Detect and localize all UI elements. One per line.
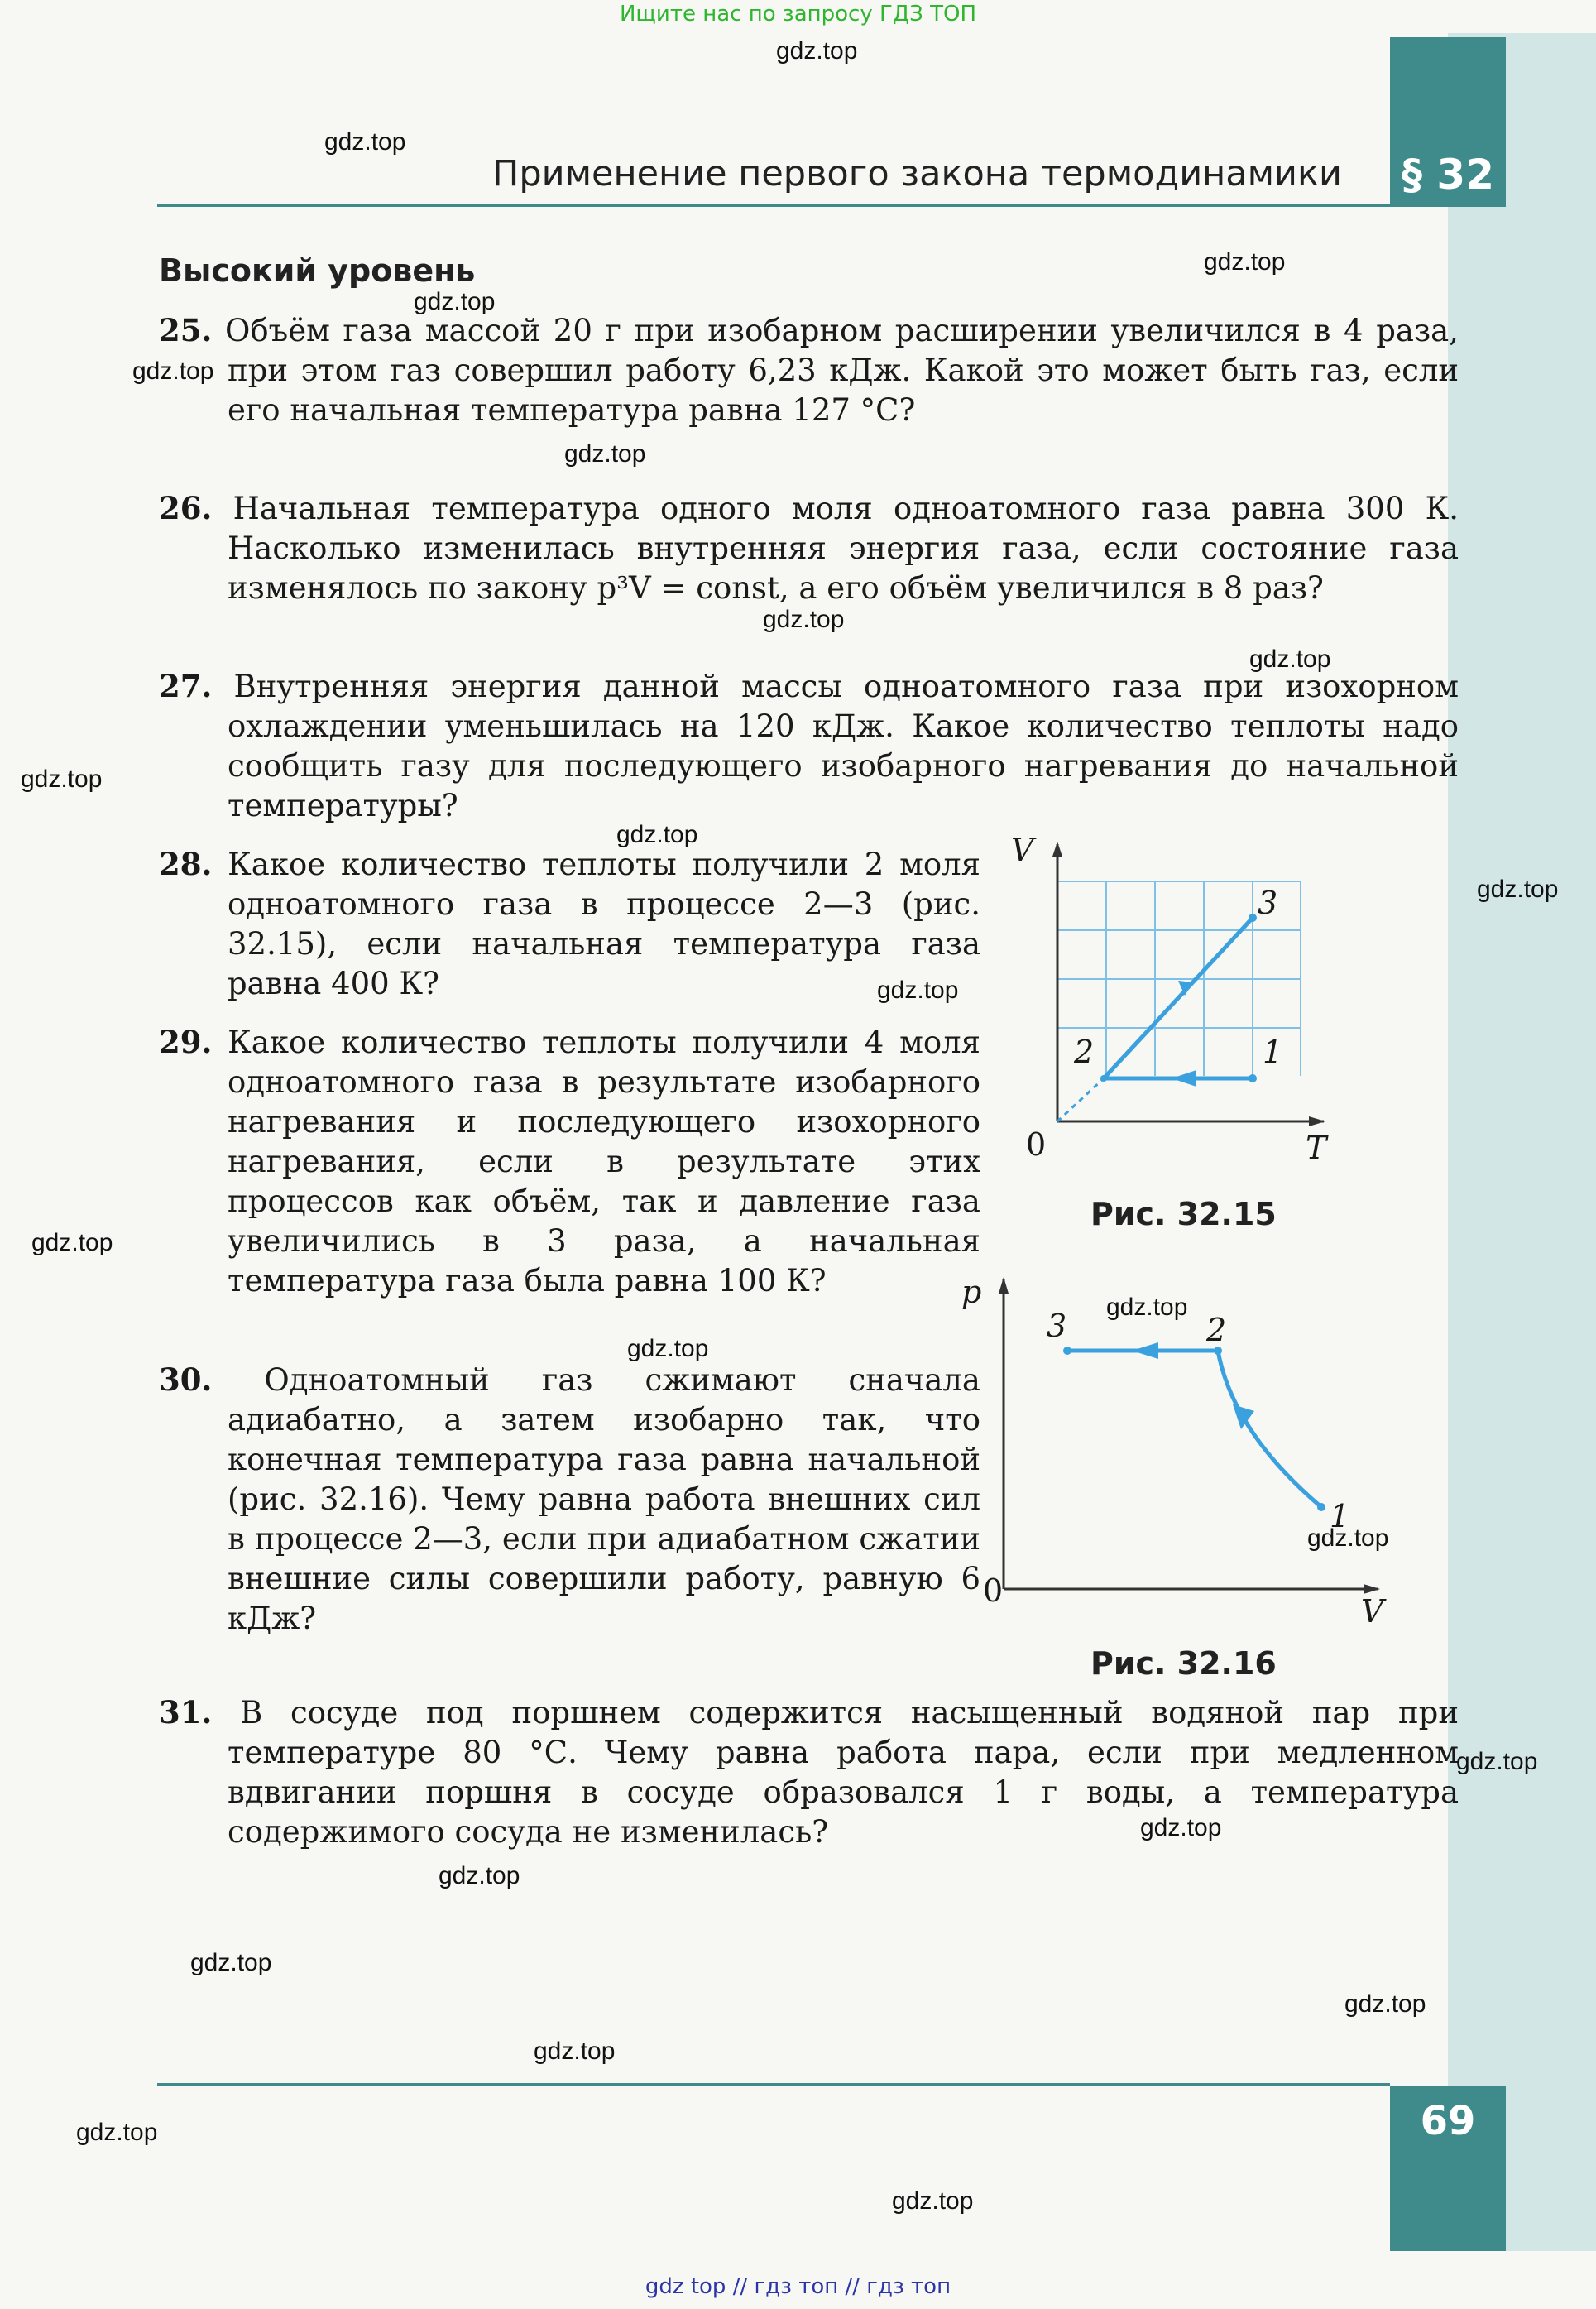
watermark-stamp: gdz.top [1307, 1524, 1389, 1552]
figure-caption: Рис. 32.16 [1090, 1645, 1277, 1682]
page-title: Применение первого закона термодинамики [492, 153, 1342, 194]
problem-29 [159, 1022, 980, 1301]
watermark-stamp: gdz.top [1477, 876, 1559, 903]
watermark-stamp: gdz.top [1456, 1748, 1538, 1775]
watermark-stamp: gdz.top [1106, 1294, 1188, 1321]
problem-text: Начальная температура одного моля одноатомного газа равна 300 К. Насколько изменилась внутренняя энергия газа, если состояние газа изменялось по закону p³V = const, а его объём увеличился в 8 раз? [228, 491, 1459, 606]
watermark-stamp: gdz.top [892, 2187, 974, 2215]
point-1-label: 1 [1263, 1034, 1283, 1070]
watermark-stamp: gdz.top [564, 440, 646, 468]
watermark-stamp: gdz.top [132, 358, 214, 385]
point-3-label: 3 [1258, 885, 1278, 921]
watermark-stamp: gdz.top [21, 766, 103, 793]
origin-label: 0 [983, 1572, 1004, 1609]
problem-number: 29. [159, 1024, 213, 1060]
watermark-stamp: gdz.top [1249, 646, 1331, 673]
watermark-stamp: gdz.top [439, 1862, 520, 1889]
graph-p-v [960, 1262, 1423, 1626]
watermark-stamp: gdz.top [1140, 1814, 1222, 1841]
page-number: 69 [1420, 2098, 1476, 2144]
point-2-label: 2 [1206, 1312, 1227, 1348]
problem-text: Какое количество теплоты получили 2 моля одноатомного газа в процессе 2—3 (рис. 32.15), если начальная температура газа равна 400 К? [228, 847, 981, 1001]
problem-text: Внутренняя энергия данной массы одноатомного газа при изохорном охлаждении уменьшилась на 120 кДж. Какое количество теплоты надо сообщить газу для последующего изобарного нагревания до начальной температуры? [228, 669, 1459, 823]
problem-number: 26. [159, 490, 213, 526]
problem-30 [159, 1360, 980, 1639]
watermark-stamp: gdz.top [877, 977, 959, 1004]
watermark-stamp: gdz.top [1204, 248, 1286, 276]
y-axis-label: p [961, 1274, 982, 1310]
watermark-stamp: gdz.top [763, 606, 845, 633]
section-number: § 32 [1402, 151, 1494, 199]
watermark-stamp: gdz.top [190, 1949, 272, 1976]
watermark-stamp: gdz.top [627, 1335, 709, 1362]
problem-text: Одноатомный газ сжимают сначала адиабатно, а затем изобарно так, что конечная температура газа равна начальной (рис. 32.16). Чему равна работа внешних сил в процессе 2—3, если при адиабатном сжатии внешние силы совершили работу, равную 6 кДж? [228, 1362, 980, 1636]
problem-number: 30. [159, 1361, 213, 1398]
y-axis-label: V [1011, 832, 1034, 868]
watermark-stamp: gdz.top [76, 2119, 158, 2146]
x-axis-label: T [1306, 1130, 1327, 1166]
watermark-stamp: gdz.top [776, 37, 858, 65]
problem-number: 27. [159, 668, 213, 704]
footer-rule [157, 2083, 1390, 2086]
figure-caption: Рис. 32.15 [1090, 1196, 1277, 1232]
problem-number: 28. [159, 846, 213, 882]
problem-28 [159, 844, 980, 1004]
problem-text: В сосуде под поршнем содержится насыщенный водяной пар при температуре 80 °С. Чему равна работа пара, если при медленном вдвигании поршня в сосуде образовался 1 г воды, а температура содержимого сосуда не изменилась? [228, 1695, 1459, 1850]
watermark-stamp: gdz.top [534, 2038, 616, 2065]
difficulty-level-heading: Высокий уровень [159, 252, 476, 289]
x-axis-label: V [1361, 1593, 1384, 1630]
problem-number: 31. [159, 1694, 213, 1731]
problem-27 [159, 666, 1459, 826]
page-edge-strip [1448, 33, 1596, 2251]
problem-text: Объём газа массой 20 г при изобарном расширении увеличился в 4 раза, при этом газ совершил работу 6,23 кДж. Какой это может быть газ, если его начальная температура равна 127 °С? [225, 313, 1459, 428]
problem-31 [159, 1692, 1459, 1852]
watermark-stamp: gdz.top [616, 821, 698, 848]
origin-label: 0 [1026, 1126, 1047, 1163]
point-2-label: 2 [1074, 1034, 1095, 1070]
watermark-stamp: gdz.top [414, 288, 496, 315]
problem-text: Какое количество теплоты получили 4 моля одноатомного газа в результате изобарного нагревания и последующего изохорного нагревания, если в результате этих процессов как объём, так и давление газа увеличились в 3 раза, а начальная температура газа была равна 100 К? [228, 1025, 981, 1299]
problem-25 [159, 310, 1459, 430]
figure-32-15 [1001, 832, 1332, 1179]
watermark-stamp: gdz.top [31, 1229, 113, 1256]
point-1-label: 1 [1330, 1498, 1350, 1534]
figure-32-16 [960, 1262, 1423, 1630]
watermark-stamp: gdz.top [1344, 1990, 1426, 2018]
problem-26 [159, 488, 1459, 608]
watermark-stamp: gdz.top [324, 128, 406, 156]
point-3-label: 3 [1047, 1308, 1067, 1344]
header-rule [157, 204, 1390, 207]
top-watermark-link[interactable]: Ищите нас по запросу ГДЗ ТОП [619, 2, 977, 26]
problem-number: 25. [159, 312, 213, 348]
graph-v-t [1001, 832, 1332, 1179]
bottom-watermark-link[interactable]: gdz top // гдз топ // гдз топ [645, 2274, 951, 2299]
